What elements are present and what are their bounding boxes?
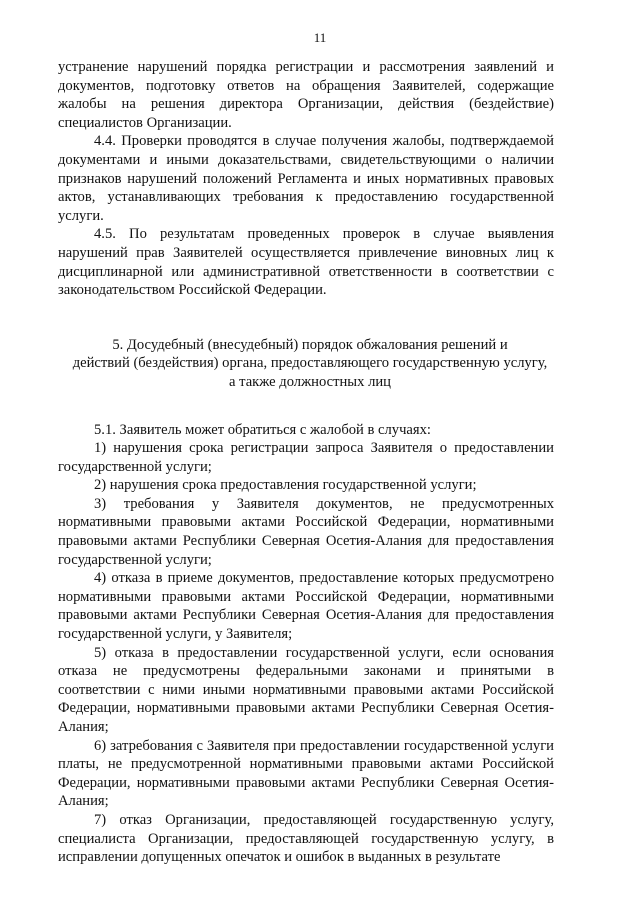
list-item-3: 3) требования у Заявителя документов, не предусмотренных нормативными правовыми актами Российской Федерации, нормативными правовыми актами Республики Северная Осетия-Алания для предоставления государственной услуги; <box>58 495 554 568</box>
paragraph-5-1: 5.1. Заявитель может обратиться с жалобой в случаях: <box>94 421 431 438</box>
list-item-4: 4) отказа в приеме документов, предоставление которых предусмотрено нормативными правовыми актами Российской Федерации, нормативными правовыми актами Республики Северная Осетия-Алания для предоставления государственной услуги, у Заявителя; <box>58 570 554 643</box>
section-5-heading-line-1: 5. Досудебный (внесудебный) порядок обжалования решений и <box>112 336 508 353</box>
list-item-5: 5) отказа в предоставлении государственной услуги, если основания отказа не предусмотрены федеральными законами и принятыми в соответствии с ними иными нормативными правовыми актами Российской Федерации, нормативными правовыми актами Республики Северная Осетия-Алания; <box>58 644 554 735</box>
paragraph-4-5: 4.5. По результатам проведенных проверок в случае выявления нарушений прав Заявителей осуществляется привлечение виновных лиц к дисциплинарной или административной ответственности в соответствии с законодательством Российской Федерации. <box>58 226 554 299</box>
list-item-6: 6) затребования с Заявителя при предоставлении государственной услуги платы, не предусмотренной нормативными правовыми актами Российской Федерации, нормативными правовыми актами Республики Северная Осетия-Алания; <box>58 737 554 810</box>
section-5-heading <box>58 336 554 392</box>
paragraph-continuation: устранение нарушений порядка регистрации и рассмотрения заявлений и документов, подготовку ответов на обращения Заявителей, содержащие жалобы на решения директора Организации, действия (бездействие) специалистов Организации. <box>58 59 554 131</box>
section-5-heading-line-3: а также должностных лиц <box>229 373 391 390</box>
list-item-7: 7) отказ Организации, предоставляющей государственную услугу, специалиста Организации, предоставляющей государственную услугу, в исправлении допущенных опечаток и ошибок в выданных в результате <box>58 811 554 866</box>
page-number: 11 <box>313 30 327 45</box>
document-body <box>58 58 554 867</box>
paragraph-4-4: 4.4. Проверки проводятся в случае получения жалобы, подтверждаемой документами и иными доказательствами, свидетельствующими о наличии признаков нарушений положений Регламента и иных нормативных правовых актов, устанавливающих требования к предоставлению государственной услуги. <box>58 133 554 224</box>
list-item-2: 2) нарушения срока предоставления государственной услуги; <box>94 477 477 494</box>
section-5-heading-line-2: действий (бездействия) органа, предоставляющего государственную услугу, <box>72 355 548 372</box>
list-item-1: 1) нарушения срока регистрации запроса Заявителя о предоставлении государственной услуги; <box>58 440 554 475</box>
